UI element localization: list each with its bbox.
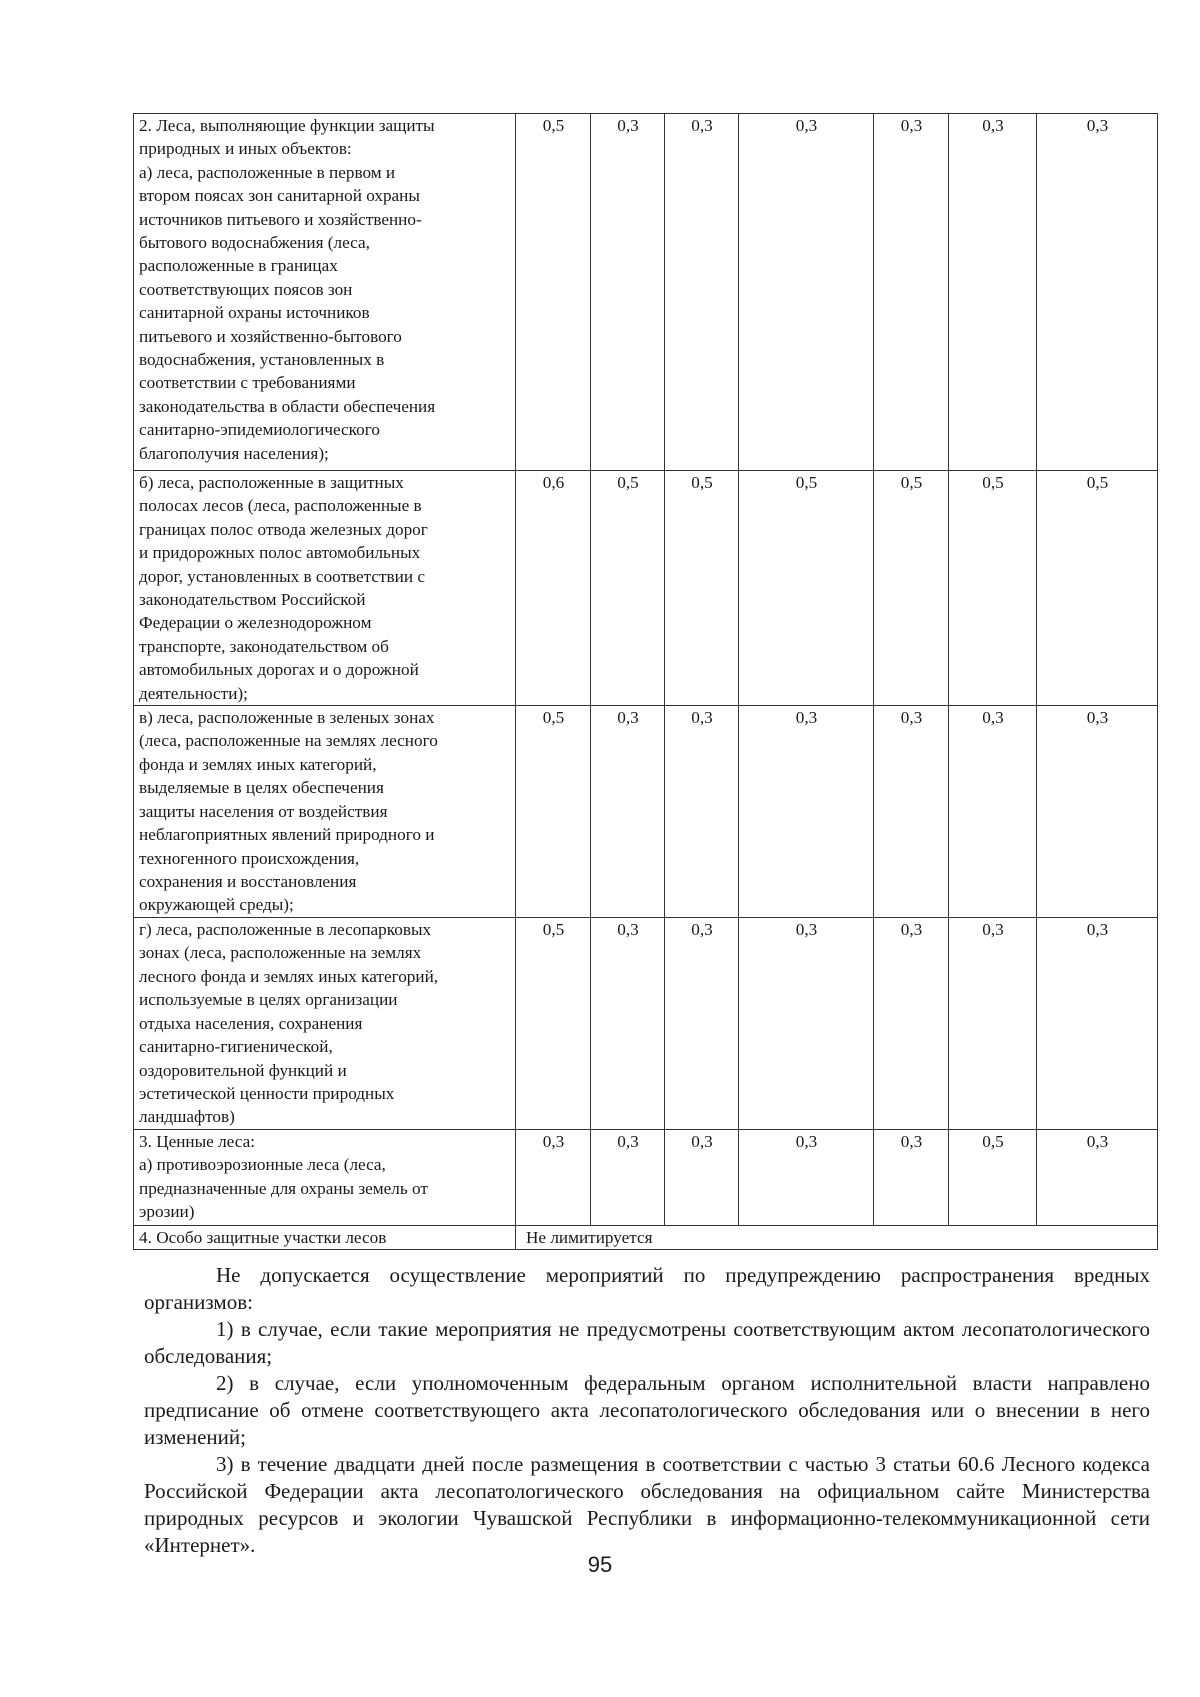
table-cell-category: 3. Ценные леса: а) противоэрозионные леса (леса, предназначенные для охраны земель от эрозии) [134, 1130, 516, 1226]
table-cell-value: 0,3 [874, 706, 949, 918]
table-cell-value: 0,3 [949, 114, 1037, 471]
table-row [134, 1226, 1158, 1250]
table-cell-category: в) леса, расположенные в зеленых зонах (леса, расположенные на землях лесного фонда и землях иных категорий, выделяемые в целях обеспечения защиты населения от воздействия неблагоприятных явлений природного и техногенного происхождения, сохранения и восстановления окружающей среды); [134, 706, 516, 918]
table-cell-value: 0,3 [1037, 918, 1158, 1130]
table-cell-value: 0,3 [739, 1130, 874, 1226]
table-cell-value: 0,5 [516, 114, 591, 471]
table-row [134, 1130, 1158, 1226]
table-cell-value: 0,3 [665, 114, 739, 471]
table-cell-value: 0,5 [874, 471, 949, 706]
table-row [134, 918, 1158, 1130]
table-cell-value: 0,3 [949, 706, 1037, 918]
table-cell-value: 0,5 [516, 706, 591, 918]
paragraph: 3) в течение двадцати дней после размещения в соответствии с частью 3 статьи 60.6 Лесного кодекса Российской Федерации акта лесопатологического обследования на официальном сайте Министерства природных ресурсов и экологии Чувашской Республики в информационно-телекоммуникационной сети «Интернет». [144, 1452, 1150, 1557]
table-cell-value: 0,6 [516, 471, 591, 706]
table-cell-value: 0,3 [739, 706, 874, 918]
paragraph: 2) в случае, если уполномоченным федеральным органом исполнительной власти направлено предписание об отмене соответствующего акта лесопатологического обследования или о внесении в него изменений; [144, 1371, 1150, 1449]
forest-norms-table [133, 113, 1158, 1250]
table-cell-value: 0,3 [874, 918, 949, 1130]
table-cell-value: 0,3 [874, 114, 949, 471]
table-cell-value: 0,3 [591, 1130, 665, 1226]
table-cell-value: 0,5 [739, 471, 874, 706]
table-cell-value: 0,5 [1037, 471, 1158, 706]
table-cell-merged-value: Не лимитируется [516, 1226, 1158, 1250]
table-cell-value: 0,3 [1037, 706, 1158, 918]
paragraph: Не допускается осуществление мероприятий по предупреждению распространения вредных организмов: [144, 1263, 1150, 1314]
table-cell-value: 0,3 [874, 1130, 949, 1226]
table-cell-value: 0,3 [591, 706, 665, 918]
table-cell-category: г) леса, расположенные в лесопарковых зонах (леса, расположенные на землях лесного фонда и землях иных категорий, используемые в целях организации отдыха населения, сохранения санитарно-гигиенической, оздоровительной функций и эстетической ценности природных ландшафтов) [134, 918, 516, 1130]
table-cell-value: 0,3 [1037, 1130, 1158, 1226]
table-cell-category: 2. Леса, выполняющие функции защиты природных и иных объектов: а) леса, расположенные в первом и втором поясах зон санитарной охраны источников питьевого и хозяйственно- бытового водоснабжения (леса, расположенные в границах соответствующих поясов зон санитарной охраны источников питьевого и хозяйственно-бытового водоснабжения, установленных в соответствии с требованиями законодательства в области обеспечения санитарно-эпидемиологического благополучия населения); [134, 114, 516, 471]
table-cell-value: 0,3 [739, 114, 874, 471]
table-row [134, 114, 1158, 471]
table-cell-value: 0,3 [665, 1130, 739, 1226]
table-cell-value: 0,3 [665, 706, 739, 918]
table-cell-value: 0,3 [591, 918, 665, 1130]
table-row [134, 706, 1158, 918]
table-row [134, 471, 1158, 706]
body-text [144, 1262, 1150, 1559]
table-cell-value: 0,5 [665, 471, 739, 706]
table-cell-value: 0,3 [1037, 114, 1158, 471]
table-cell-value: 0,3 [949, 918, 1037, 1130]
table-cell-value: 0,3 [591, 114, 665, 471]
table-cell-category: б) леса, расположенные в защитных полосах лесов (леса, расположенные в границах полос отвода железных дорог и придорожных полос автомобильных дорог, установленных в соответствии с законодательством Российской Федерации о железнодорожном транспорте, законодательством об автомобильных дорогах и о дорожной деятельности); [134, 471, 516, 706]
table-cell-value: 0,5 [949, 471, 1037, 706]
table-cell-value: 0,3 [739, 918, 874, 1130]
table-cell-value: 0,3 [516, 1130, 591, 1226]
table-cell-value: 0,5 [591, 471, 665, 706]
paragraph: 1) в случае, если такие мероприятия не предусмотрены соответствующим актом лесопатологического обследования; [144, 1317, 1150, 1368]
table-cell-value: 0,5 [516, 918, 591, 1130]
table-cell-value: 0,5 [949, 1130, 1037, 1226]
table-cell-value: 0,3 [665, 918, 739, 1130]
page-number: 95 [587, 1552, 613, 1577]
table-cell-category: 4. Особо защитные участки лесов [134, 1226, 516, 1250]
